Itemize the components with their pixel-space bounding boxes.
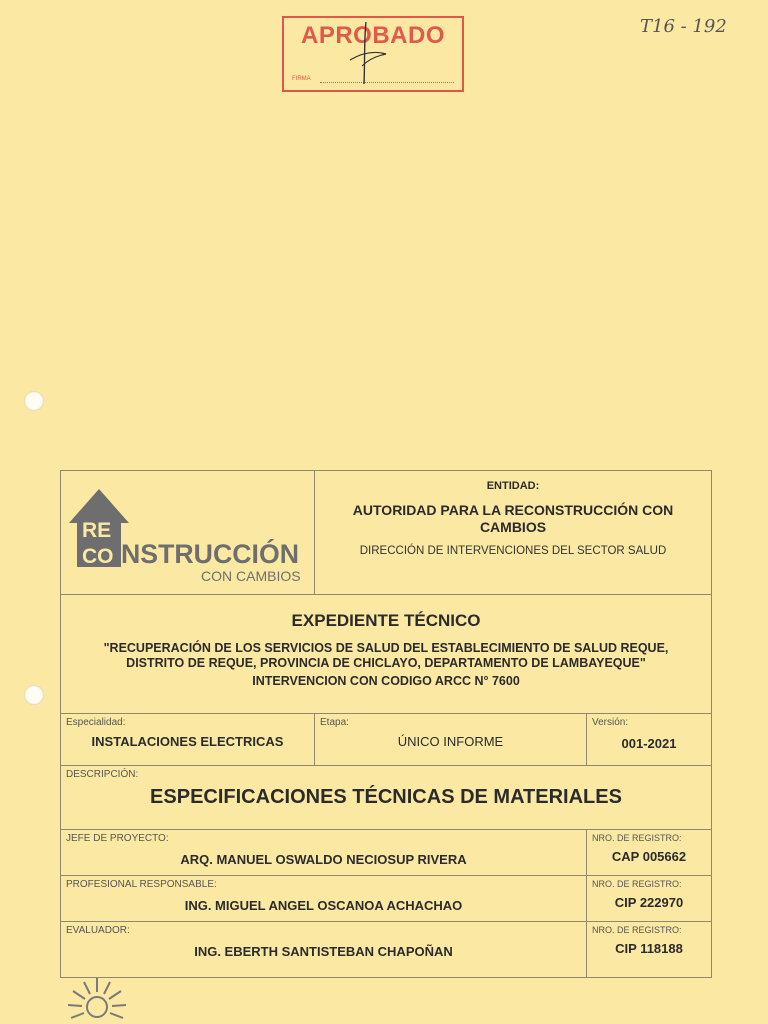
version-cell	[587, 714, 712, 766]
especialidad-cell	[61, 714, 315, 766]
profesional-responsable-cell	[61, 876, 587, 922]
especialidad-value: INSTALACIONES ELECTRICAS	[91, 734, 284, 749]
evaluador-cell	[61, 922, 587, 978]
entidad-label: ENTIDAD:	[486, 480, 540, 492]
evaluador-reg: CIP 118188	[615, 941, 683, 956]
etapa-cell	[315, 714, 587, 766]
expediente-code: INTERVENCION CON CODIGO ARCC N° 7600	[252, 674, 520, 688]
punch-hole-top	[24, 391, 44, 411]
etapa-label: Etapa:	[320, 717, 349, 728]
expediente-cell	[61, 595, 712, 714]
descripcion-value: ESPECIFICACIONES TÉCNICAS DE MATERIALES	[150, 786, 622, 808]
punch-hole-bottom	[24, 685, 44, 705]
profesional-responsable-role: PROFESIONAL RESPONSABLE:	[66, 879, 217, 890]
evaluador-name: ING. EBERTH SANTISTEBAN CHAPOÑAN	[194, 944, 453, 959]
profesional-responsable-reg-label: NRO. DE REGISTRO:	[592, 879, 682, 889]
jefe-proyecto-reg: CAP 005662	[611, 849, 687, 864]
handwritten-note: T16 - 192	[640, 16, 727, 37]
logo-cell	[61, 471, 315, 595]
evaluador-role: EVALUADOR:	[66, 925, 130, 936]
cover-table	[60, 470, 712, 978]
evaluador-reg-label: NRO. DE REGISTRO:	[592, 925, 682, 935]
jefe-proyecto-cell	[61, 830, 587, 876]
logo-text-main: NSTRUCCIÓN	[121, 539, 301, 569]
version-label: Versión:	[592, 717, 629, 728]
logo-text-sub: CON CAMBIOS	[201, 568, 301, 584]
expediente-title: EXPEDIENTE TÉCNICO	[291, 611, 481, 630]
descripcion-cell	[61, 766, 712, 830]
jefe-proyecto-name: ARQ. MANUEL OSWALDO NECIOSUP RIVERA	[180, 852, 467, 867]
sun-seal-icon	[64, 974, 130, 1024]
stamp-firma-label: FIRMA	[292, 76, 311, 82]
jefe-proyecto-role: JEFE DE PROYECTO:	[66, 833, 169, 844]
especialidad-label: Especialidad:	[66, 717, 126, 728]
etapa-value: ÚNICO INFORME	[397, 734, 504, 749]
profesional-responsable-reg-cell	[587, 876, 712, 922]
descripcion-label: DESCRIPCIÓN:	[66, 769, 139, 780]
logo-text-re: RE	[82, 519, 112, 542]
entity-cell	[315, 471, 712, 595]
evaluador-reg-cell	[587, 922, 712, 978]
entidad-name: AUTORIDAD PARA LA RECONSTRUCCIÓN CON CAMBIOS	[352, 502, 674, 535]
expediente-project: "RECUPERACIÓN DE LOS SERVICIOS DE SALUD DEL ESTABLECIMIENTO DE SALUD REQUE, DISTRITO DE REQUE, PROVINCIA DE CHICLAYO, DEPARTAMENTO DE LAMBAYEQUE"	[103, 641, 669, 670]
jefe-proyecto-reg-cell	[587, 830, 712, 876]
reconstruccion-logo	[61, 471, 315, 589]
logo-text-co: CO	[82, 545, 114, 568]
signature-mark	[340, 20, 400, 86]
profesional-responsable-name: ING. MIGUEL ANGEL OSCANOA ACHACHAO	[184, 898, 463, 913]
jefe-proyecto-reg-label: NRO. DE REGISTRO:	[592, 833, 682, 843]
profesional-responsable-reg: CIP 222970	[614, 895, 684, 910]
version-value: 001-2021	[621, 736, 677, 751]
entidad-subtitle: DIRECCIÓN DE INTERVENCIONES DEL SECTOR SALUD	[359, 545, 667, 557]
stamp-title: APROBADO	[300, 22, 445, 49]
